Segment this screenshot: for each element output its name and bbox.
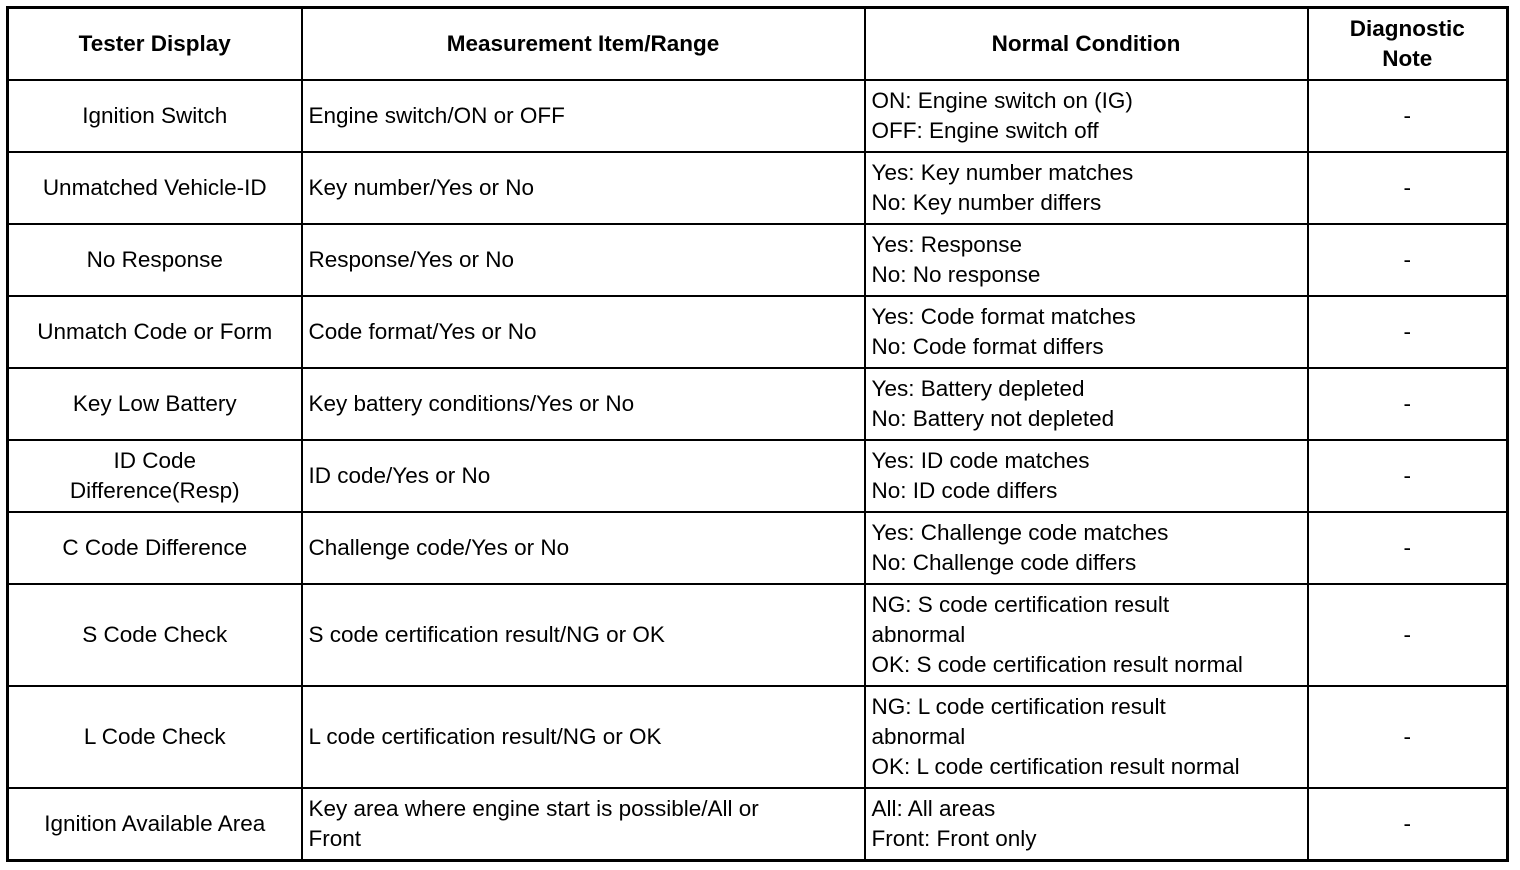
diagnostic-note-cell: - bbox=[1308, 368, 1508, 440]
condition-line: No: Battery not depleted bbox=[871, 406, 1115, 431]
condition-line: abnormal bbox=[871, 622, 966, 647]
table-header-row bbox=[8, 8, 1508, 81]
normal-condition-cell bbox=[865, 440, 1308, 512]
condition-line: OK: L code certification result normal bbox=[871, 754, 1240, 779]
condition-line: Yes: Battery depleted bbox=[871, 376, 1085, 401]
normal-condition-cell bbox=[865, 152, 1308, 224]
condition-line: No: Key number differs bbox=[871, 190, 1102, 215]
normal-condition-cell bbox=[865, 512, 1308, 584]
condition-line: Yes: Response bbox=[871, 232, 1023, 257]
measurement-range-cell: Challenge code/Yes or No bbox=[302, 512, 865, 584]
condition-line: OK: S code certification result normal bbox=[871, 652, 1243, 677]
tester-display-cell: Unmatch Code or Form bbox=[8, 296, 302, 368]
condition-line: Front: Front only bbox=[871, 826, 1037, 851]
measurement-range-cell: L code certification result/NG or OK bbox=[302, 686, 865, 788]
table-row bbox=[8, 440, 1508, 512]
header-note-line: Diagnostic bbox=[1349, 16, 1465, 41]
diagnostic-note-cell: - bbox=[1308, 584, 1508, 686]
diagnostic-note-cell: - bbox=[1308, 152, 1508, 224]
range-line: Key area where engine start is possible/All or bbox=[308, 796, 759, 821]
measurement-range-cell: Code format/Yes or No bbox=[302, 296, 865, 368]
normal-condition-cell bbox=[865, 224, 1308, 296]
tester-display-cell: L Code Check bbox=[8, 686, 302, 788]
tester-display-cell: Key Low Battery bbox=[8, 368, 302, 440]
normal-condition-cell bbox=[865, 80, 1308, 152]
condition-line: Yes: Key number matches bbox=[871, 160, 1134, 185]
tester-display-cell: Unmatched Vehicle-ID bbox=[8, 152, 302, 224]
measurement-range-cell: Response/Yes or No bbox=[302, 224, 865, 296]
measurement-range-cell bbox=[302, 788, 865, 861]
diagnostic-note-cell: - bbox=[1308, 296, 1508, 368]
measurement-range-cell: Key battery conditions/Yes or No bbox=[302, 368, 865, 440]
diagnostic-note-cell: - bbox=[1308, 80, 1508, 152]
table-row bbox=[8, 686, 1508, 788]
range-line: Front bbox=[308, 826, 362, 851]
table-row bbox=[8, 296, 1508, 368]
display-line: Difference(Resp) bbox=[69, 478, 240, 503]
measurement-range-cell: S code certification result/NG or OK bbox=[302, 584, 865, 686]
condition-line: abnormal bbox=[871, 724, 966, 749]
header-note-line: Note bbox=[1382, 46, 1433, 71]
normal-condition-cell bbox=[865, 788, 1308, 861]
condition-line: All: All areas bbox=[871, 796, 996, 821]
header-diagnostic-note bbox=[1308, 8, 1508, 81]
condition-line: Yes: Code format matches bbox=[871, 304, 1136, 329]
tester-display-cell: S Code Check bbox=[8, 584, 302, 686]
display-line: ID Code bbox=[113, 448, 197, 473]
condition-line: ON: Engine switch on (IG) bbox=[871, 88, 1133, 113]
header-tester-display: Tester Display bbox=[8, 8, 302, 81]
table-row bbox=[8, 368, 1508, 440]
normal-condition-cell bbox=[865, 368, 1308, 440]
condition-line: Yes: Challenge code matches bbox=[871, 520, 1169, 545]
measurement-range-cell: Key number/Yes or No bbox=[302, 152, 865, 224]
table-row bbox=[8, 512, 1508, 584]
condition-line: No: Code format differs bbox=[871, 334, 1104, 359]
diagnostic-note-cell: - bbox=[1308, 224, 1508, 296]
tester-display-cell: Ignition Switch bbox=[8, 80, 302, 152]
table-row bbox=[8, 224, 1508, 296]
normal-condition-cell bbox=[865, 296, 1308, 368]
condition-line: No: Challenge code differs bbox=[871, 550, 1137, 575]
tester-display-cell bbox=[8, 440, 302, 512]
condition-line: OFF: Engine switch off bbox=[871, 118, 1099, 143]
table-row bbox=[8, 788, 1508, 861]
measurement-range-cell: ID code/Yes or No bbox=[302, 440, 865, 512]
condition-line: No: ID code differs bbox=[871, 478, 1058, 503]
diagnostic-note-cell: - bbox=[1308, 440, 1508, 512]
header-measurement-item-range: Measurement Item/Range bbox=[302, 8, 865, 81]
normal-condition-cell bbox=[865, 686, 1308, 788]
normal-condition-cell bbox=[865, 584, 1308, 686]
tester-display-cell: No Response bbox=[8, 224, 302, 296]
diagnostic-note-cell: - bbox=[1308, 686, 1508, 788]
table-row bbox=[8, 80, 1508, 152]
condition-line: NG: S code certification result bbox=[871, 592, 1170, 617]
measurement-range-cell: Engine switch/ON or OFF bbox=[302, 80, 865, 152]
table-row bbox=[8, 584, 1508, 686]
condition-line: No: No response bbox=[871, 262, 1041, 287]
condition-line: NG: L code certification result bbox=[871, 694, 1166, 719]
condition-line: Yes: ID code matches bbox=[871, 448, 1090, 473]
diagnostic-note-cell: - bbox=[1308, 512, 1508, 584]
diagnostic-note-cell: - bbox=[1308, 788, 1508, 861]
tester-display-cell: C Code Difference bbox=[8, 512, 302, 584]
tester-display-cell: Ignition Available Area bbox=[8, 788, 302, 861]
tester-data-table bbox=[6, 6, 1509, 862]
table-row bbox=[8, 152, 1508, 224]
header-normal-condition: Normal Condition bbox=[865, 8, 1308, 81]
